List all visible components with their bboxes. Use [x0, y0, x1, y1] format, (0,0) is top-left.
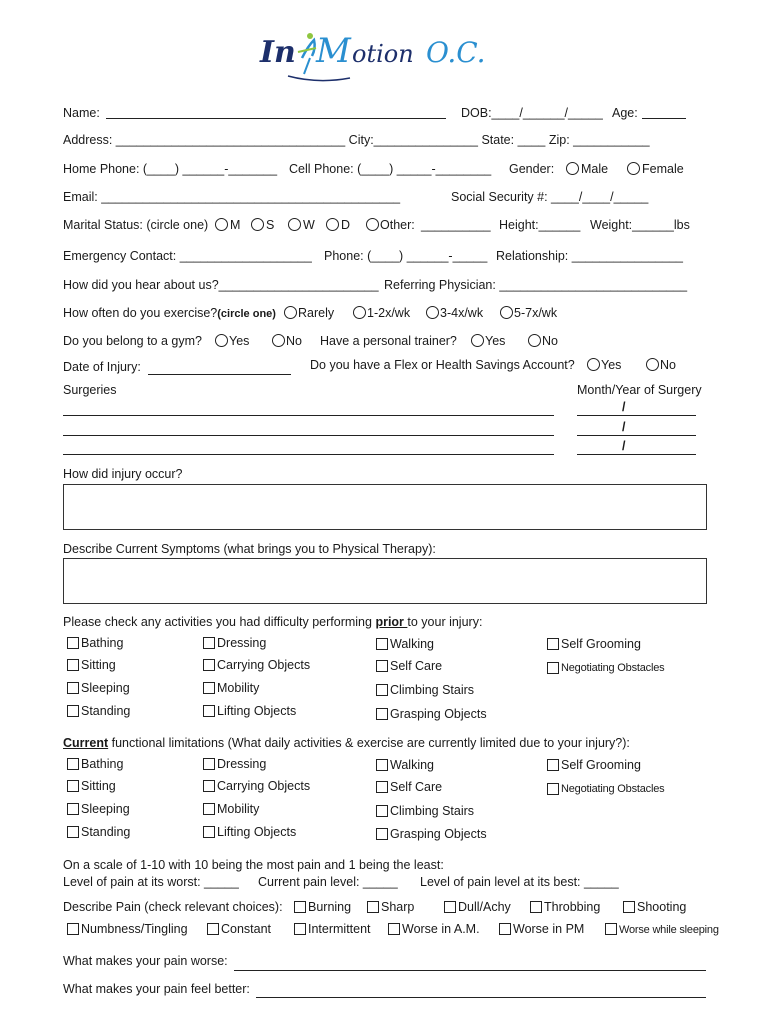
emergency-phone[interactable]: Phone: (____) ______-_____: [324, 249, 488, 263]
prior-climbing-checkbox[interactable]: [376, 684, 388, 696]
gym-question: Do you belong to a gym?: [63, 334, 202, 348]
exercise-3-4-radio[interactable]: [426, 306, 439, 319]
relationship-field[interactable]: Relationship: ________________: [496, 249, 683, 263]
gym-yes-label: Yes: [229, 334, 250, 348]
current-sleeping-checkbox[interactable]: [67, 803, 79, 815]
marital-w-radio[interactable]: [288, 218, 301, 231]
dob-label[interactable]: DOB:____/______/_____: [461, 106, 603, 120]
current-selfcare-checkbox[interactable]: [376, 781, 388, 793]
figure-icon: [298, 33, 316, 74]
marital-m-label: M: [230, 218, 241, 232]
injury-date-field[interactable]: [148, 374, 291, 375]
prior-sleeping-checkbox[interactable]: [67, 682, 79, 694]
prior-obstacles-label: Negotiating Obstacles: [561, 662, 665, 674]
gym-no-label: No: [286, 334, 302, 348]
flex-no-radio[interactable]: [646, 358, 659, 371]
marital-other-label: Other:: [380, 218, 415, 232]
current-grasping-checkbox[interactable]: [376, 828, 388, 840]
flex-yes-label: Yes: [601, 358, 622, 372]
pain-better-field[interactable]: [256, 997, 706, 998]
pain-throbbing-label: Throbbing: [544, 900, 601, 914]
marital-s-radio[interactable]: [251, 218, 264, 231]
surgeries-label: Surgeries: [63, 383, 117, 397]
prior-label-a: Please check any activities you had difficulty performing: [63, 615, 376, 629]
pain-worst-field[interactable]: Level of pain at its worst: _____: [63, 875, 239, 889]
exercise-5-7-label: 5-7x/wk: [514, 306, 558, 320]
prior-grasping-label: Grasping Objects: [390, 707, 487, 721]
marital-w-label: W: [303, 218, 315, 232]
current-obstacles-label: Negotiating Obstacles: [561, 783, 665, 795]
surgery-date-line-1[interactable]: [577, 415, 696, 416]
pain-throbbing-checkbox[interactable]: [530, 901, 542, 913]
trainer-no-label: No: [542, 334, 558, 348]
pain-shooting-label: Shooting: [637, 900, 687, 914]
pain-burning-label: Burning: [308, 900, 352, 914]
pain-scale-label: On a scale of 1-10 with 10 being the most pain and 1 being the least:: [63, 858, 444, 872]
current-sitting-checkbox[interactable]: [67, 780, 79, 792]
prior-selfcare-label: Self Care: [390, 659, 443, 673]
current-selfcare-label: Self Care: [390, 780, 443, 794]
current-standing-label: Standing: [81, 825, 131, 839]
prior-lifting-checkbox[interactable]: [203, 705, 215, 717]
surgery-date-line-2[interactable]: [577, 435, 696, 436]
pain-worse-pm-checkbox[interactable]: [499, 923, 511, 935]
current-walking-checkbox[interactable]: [376, 759, 388, 771]
current-lifting-checkbox[interactable]: [203, 826, 215, 838]
surgery-date-slash-3: /: [622, 439, 626, 453]
surgery-date-slash-2: /: [622, 420, 626, 434]
svg-text:otion: otion: [352, 40, 414, 68]
pain-dull-checkbox[interactable]: [444, 901, 456, 913]
pain-dull-label: Dull/Achy: [458, 900, 511, 914]
current-grasping-label: Grasping Objects: [390, 827, 487, 841]
prior-carrying-label: Carrying Objects: [217, 658, 311, 672]
trainer-no-radio[interactable]: [528, 334, 541, 347]
emergency-contact[interactable]: Emergency Contact: ___________________: [63, 249, 312, 263]
surgery-date-slash-1: /: [622, 400, 626, 414]
pain-best-field[interactable]: Level of pain level at its best: _____: [420, 875, 619, 889]
weight-field[interactable]: Weight:______lbs: [590, 218, 690, 232]
current-lifting-label: Lifting Objects: [217, 825, 297, 839]
current-label: [63, 736, 630, 750]
describe-pain-label: Describe Pain (check relevant choices):: [63, 900, 283, 914]
home-phone[interactable]: Home Phone: (____) ______-_______: [63, 162, 278, 176]
pain-worse-sleeping-checkbox[interactable]: [605, 923, 617, 935]
marital-s-label: S: [266, 218, 275, 232]
current-sitting-label: Sitting: [81, 779, 116, 793]
current-climbing-checkbox[interactable]: [376, 805, 388, 817]
name-label: Name:: [63, 106, 100, 120]
pain-sharp-label: Sharp: [381, 900, 415, 914]
surgery-date-label: Month/Year of Surgery: [577, 383, 702, 397]
marital-other-radio[interactable]: [366, 218, 379, 231]
symptoms-label: Describe Current Symptoms (what brings you to Physical Therapy):: [63, 542, 436, 556]
exercise-1-2-label: 1-2x/wk: [367, 306, 411, 320]
pain-worse-pm-label: Worse in PM: [513, 922, 585, 936]
prior-obstacles-checkbox[interactable]: [547, 662, 559, 674]
injury-occur-textarea[interactable]: [63, 484, 707, 530]
symptoms-textarea[interactable]: [63, 558, 707, 604]
injury-date-label: Date of Injury:: [63, 360, 141, 374]
surgery-date-line-3[interactable]: [577, 454, 696, 455]
prior-dressing-label: Dressing: [217, 636, 267, 650]
current-bathing-label: Bathing: [81, 757, 124, 771]
svg-text:In: In: [260, 35, 296, 70]
current-walking-label: Walking: [390, 758, 434, 772]
name-field[interactable]: [106, 118, 446, 119]
pain-worse-am-label: Worse in A.M.: [402, 922, 480, 936]
prior-sleeping-label: Sleeping: [81, 681, 130, 695]
marital-d-label: D: [341, 218, 351, 232]
prior-grooming-label: Self Grooming: [561, 637, 641, 651]
current-carrying-label: Carrying Objects: [217, 779, 311, 793]
ssn-row[interactable]: Social Security #: ____/____/_____: [451, 190, 649, 204]
flex-yes-radio[interactable]: [587, 358, 600, 371]
current-dressing-label: Dressing: [217, 757, 267, 771]
trainer-yes-label: Yes: [485, 334, 506, 348]
other-field[interactable]: __________: [421, 218, 491, 232]
prior-label-c: to your injury:: [407, 615, 483, 629]
prior-standing-label: Standing: [81, 704, 131, 718]
pain-intermittent-checkbox[interactable]: [294, 923, 306, 935]
prior-grooming-checkbox[interactable]: [547, 638, 559, 650]
female-label: Female: [642, 162, 684, 176]
exercise-5-7-radio[interactable]: [500, 306, 513, 319]
hear-about-us[interactable]: How did you hear about us?_______________________: [63, 278, 379, 292]
exercise-question: How often do you exercise?: [63, 306, 218, 320]
current-sleeping-label: Sleeping: [81, 802, 130, 816]
pain-numbness-checkbox[interactable]: [67, 923, 79, 935]
current-mobility-label: Mobility: [217, 802, 260, 816]
prior-sitting-checkbox[interactable]: [67, 659, 79, 671]
prior-bathing-checkbox[interactable]: [67, 637, 79, 649]
current-label-a: Current: [63, 736, 109, 750]
pain-numbness-label: Numbness/Tingling: [81, 922, 188, 936]
prior-dressing-checkbox[interactable]: [203, 637, 215, 649]
height-field[interactable]: Height:______: [499, 218, 581, 232]
exercise-1-2-radio[interactable]: [353, 306, 366, 319]
prior-bathing-label: Bathing: [81, 636, 124, 650]
exercise-label: [63, 306, 276, 321]
current-label-b: functional limitations (What daily activities & exercise are currently limited due to your injury?):: [108, 736, 630, 750]
male-label: Male: [581, 162, 609, 176]
current-obstacles-checkbox[interactable]: [547, 783, 559, 795]
pain-worse-field[interactable]: [234, 970, 706, 971]
prior-climbing-label: Climbing Stairs: [390, 683, 475, 697]
pain-constant-label: Constant: [221, 922, 272, 936]
pain-sharp-checkbox[interactable]: [367, 901, 379, 913]
marital-label: Marital Status: (circle one): [63, 218, 209, 232]
pain-intermittent-label: Intermittent: [308, 922, 371, 936]
injury-occur-label: How did injury occur?: [63, 467, 183, 481]
inmotion-logo: [258, 18, 513, 90]
current-grooming-checkbox[interactable]: [547, 759, 559, 771]
pain-worse-sleeping-label: Worse while sleeping: [619, 924, 719, 936]
current-grooming-label: Self Grooming: [561, 758, 641, 772]
trainer-yes-radio[interactable]: [471, 334, 484, 347]
pain-constant-checkbox[interactable]: [207, 923, 219, 935]
circle-one-note: (circle one): [217, 308, 276, 320]
prior-walking-label: Walking: [390, 637, 434, 651]
pain-current-field[interactable]: Current pain level: _____: [258, 875, 398, 889]
prior-sitting-label: Sitting: [81, 658, 116, 672]
pain-shooting-checkbox[interactable]: [623, 901, 635, 913]
rarely-label: Rarely: [298, 306, 335, 320]
current-bathing-checkbox[interactable]: [67, 758, 79, 770]
cell-phone[interactable]: Cell Phone: (____) _____-________: [289, 162, 492, 176]
prior-mobility-label: Mobility: [217, 681, 260, 695]
prior-selfcare-checkbox[interactable]: [376, 660, 388, 672]
prior-label-b: prior: [375, 615, 408, 629]
marital-d-radio[interactable]: [326, 218, 339, 231]
svg-text:M: M: [316, 31, 351, 71]
prior-walking-checkbox[interactable]: [376, 638, 388, 650]
prior-carrying-checkbox[interactable]: [203, 659, 215, 671]
gym-no-radio[interactable]: [272, 334, 285, 347]
male-radio[interactable]: [566, 162, 579, 175]
prior-mobility-checkbox[interactable]: [203, 682, 215, 694]
prior-grasping-checkbox[interactable]: [376, 708, 388, 720]
current-dressing-checkbox[interactable]: [203, 758, 215, 770]
gender-label: Gender:: [509, 162, 555, 176]
current-climbing-label: Climbing Stairs: [390, 804, 475, 818]
rarely-radio[interactable]: [284, 306, 297, 319]
surgery-line-3[interactable]: [63, 454, 554, 455]
age-label: Age:: [612, 106, 638, 120]
surgery-line-2[interactable]: [63, 435, 554, 436]
current-standing-checkbox[interactable]: [67, 826, 79, 838]
gym-yes-radio[interactable]: [215, 334, 228, 347]
pain-better-label: What makes your pain feel better:: [63, 982, 250, 996]
svg-text:O.C.: O.C.: [426, 36, 486, 69]
address-row[interactable]: Address: _________________________________ City:_______________ State: ____ Zip: ___________: [63, 133, 650, 147]
prior-lifting-label: Lifting Objects: [217, 704, 297, 718]
prior-standing-checkbox[interactable]: [67, 705, 79, 717]
flex-no-label: No: [660, 358, 676, 372]
marital-m-radio[interactable]: [215, 218, 228, 231]
surgery-line-1[interactable]: [63, 415, 554, 416]
referring-physician[interactable]: Referring Physician: ___________________________: [384, 278, 688, 292]
prior-label: [63, 615, 482, 629]
current-mobility-checkbox[interactable]: [203, 803, 215, 815]
flex-question: Do you have a Flex or Health Savings Account?: [310, 358, 575, 372]
pain-worse-label: What makes your pain worse:: [63, 954, 228, 968]
email-row[interactable]: Email: ___________________________________________: [63, 190, 401, 204]
pain-worse-am-checkbox[interactable]: [388, 923, 400, 935]
current-carrying-checkbox[interactable]: [203, 780, 215, 792]
pain-burning-checkbox[interactable]: [294, 901, 306, 913]
exercise-3-4-label: 3-4x/wk: [440, 306, 484, 320]
age-field[interactable]: [642, 118, 686, 119]
female-radio[interactable]: [627, 162, 640, 175]
trainer-question: Have a personal trainer?: [320, 334, 457, 348]
